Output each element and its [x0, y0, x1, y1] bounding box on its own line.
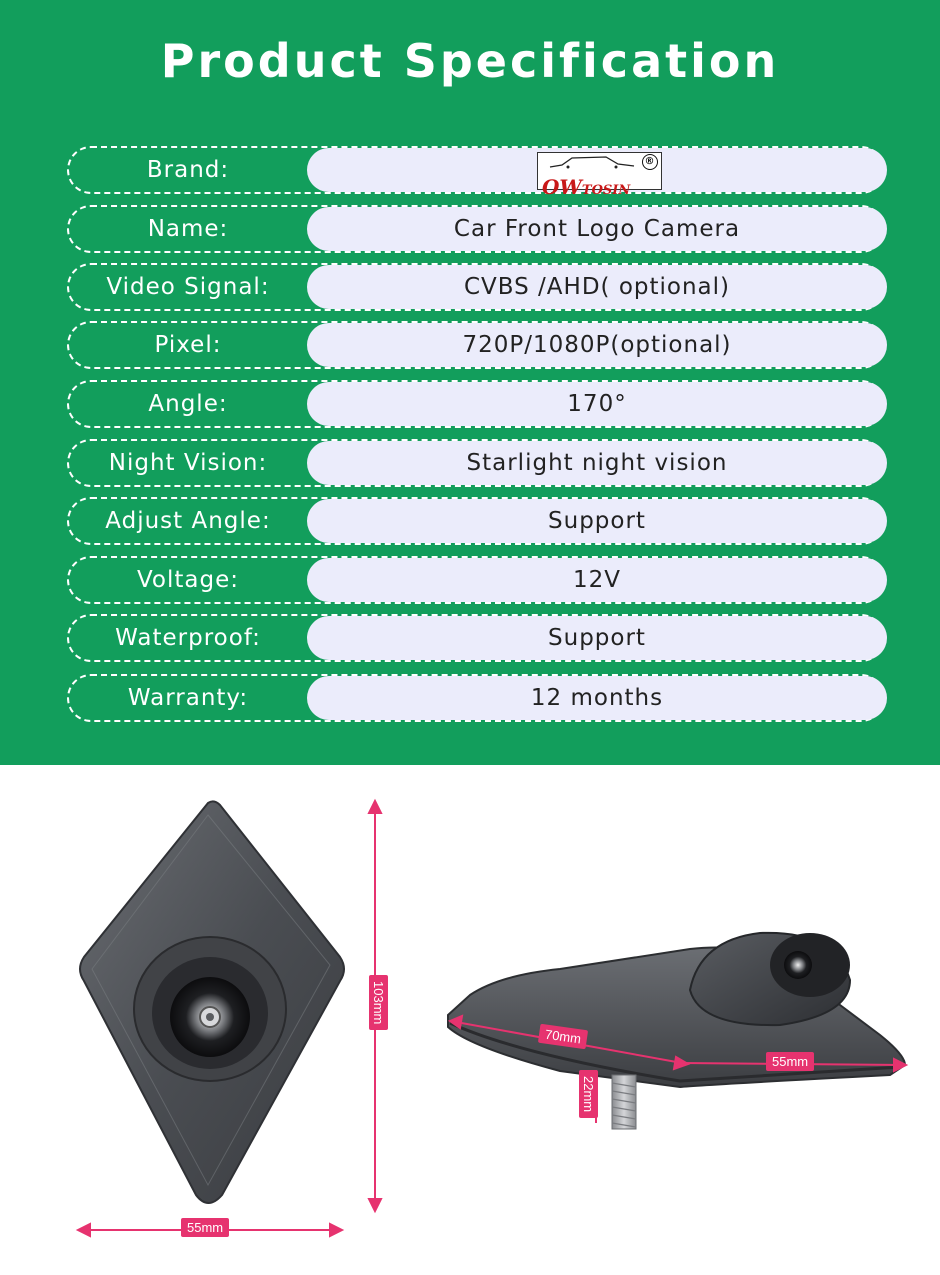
camera-illustration	[0, 765, 940, 1275]
spec-label: Adjust Angle:	[105, 508, 271, 534]
dimension-label-side-length: 70mm	[538, 1024, 588, 1050]
brand-logo	[537, 152, 662, 199]
spec-label: Night Vision:	[108, 450, 268, 476]
spec-value: 720P/1080P(optional)	[307, 323, 887, 367]
spec-label: Brand:	[146, 157, 230, 183]
dimension-label-front-height: 103mm	[369, 975, 388, 1030]
dimension-label-front-width: 55mm	[181, 1218, 229, 1237]
spec-value: CVBS /AHD( optional)	[307, 265, 887, 309]
spec-value: Support	[307, 499, 887, 543]
spec-label: Angle:	[148, 391, 228, 417]
page-title: Product Specification	[160, 34, 780, 88]
brand-logo-text: OWTOSIN	[542, 175, 631, 199]
spec-label: Pixel:	[154, 332, 222, 358]
spec-row-adjust-angle	[67, 497, 885, 545]
spec-label: Waterproof:	[115, 625, 261, 651]
spec-value: Car Front Logo Camera	[307, 207, 887, 251]
spec-label: Video Signal:	[106, 274, 270, 300]
spec-label: Name:	[147, 216, 229, 242]
front-camera-view	[80, 801, 344, 1203]
spec-row-name	[67, 205, 885, 253]
spec-row-night-vision	[67, 439, 885, 487]
spec-row-pixel	[67, 321, 885, 369]
spec-value: Starlight night vision	[307, 441, 887, 485]
spec-row-video-signal	[67, 263, 885, 311]
spec-label: Voltage:	[136, 567, 240, 593]
side-camera-view	[448, 933, 905, 1129]
registered-mark: ®	[642, 154, 658, 170]
spec-value-brand	[307, 148, 887, 199]
spec-value: 12V	[307, 558, 887, 602]
spec-label: Warranty:	[127, 685, 249, 711]
dimension-label-side-width: 55mm	[766, 1052, 814, 1071]
spec-row-angle	[67, 380, 885, 428]
spec-row-waterproof	[67, 614, 885, 662]
dimension-diagram	[0, 765, 940, 1275]
spec-row-warranty	[67, 674, 885, 722]
spec-value: 170°	[307, 382, 887, 426]
spec-value: 12 months	[307, 676, 887, 720]
dimension-label-screw-length: 22mm	[579, 1070, 598, 1118]
spec-row-brand	[67, 146, 885, 199]
spec-value: Support	[307, 616, 887, 660]
spec-row-voltage	[67, 556, 885, 604]
